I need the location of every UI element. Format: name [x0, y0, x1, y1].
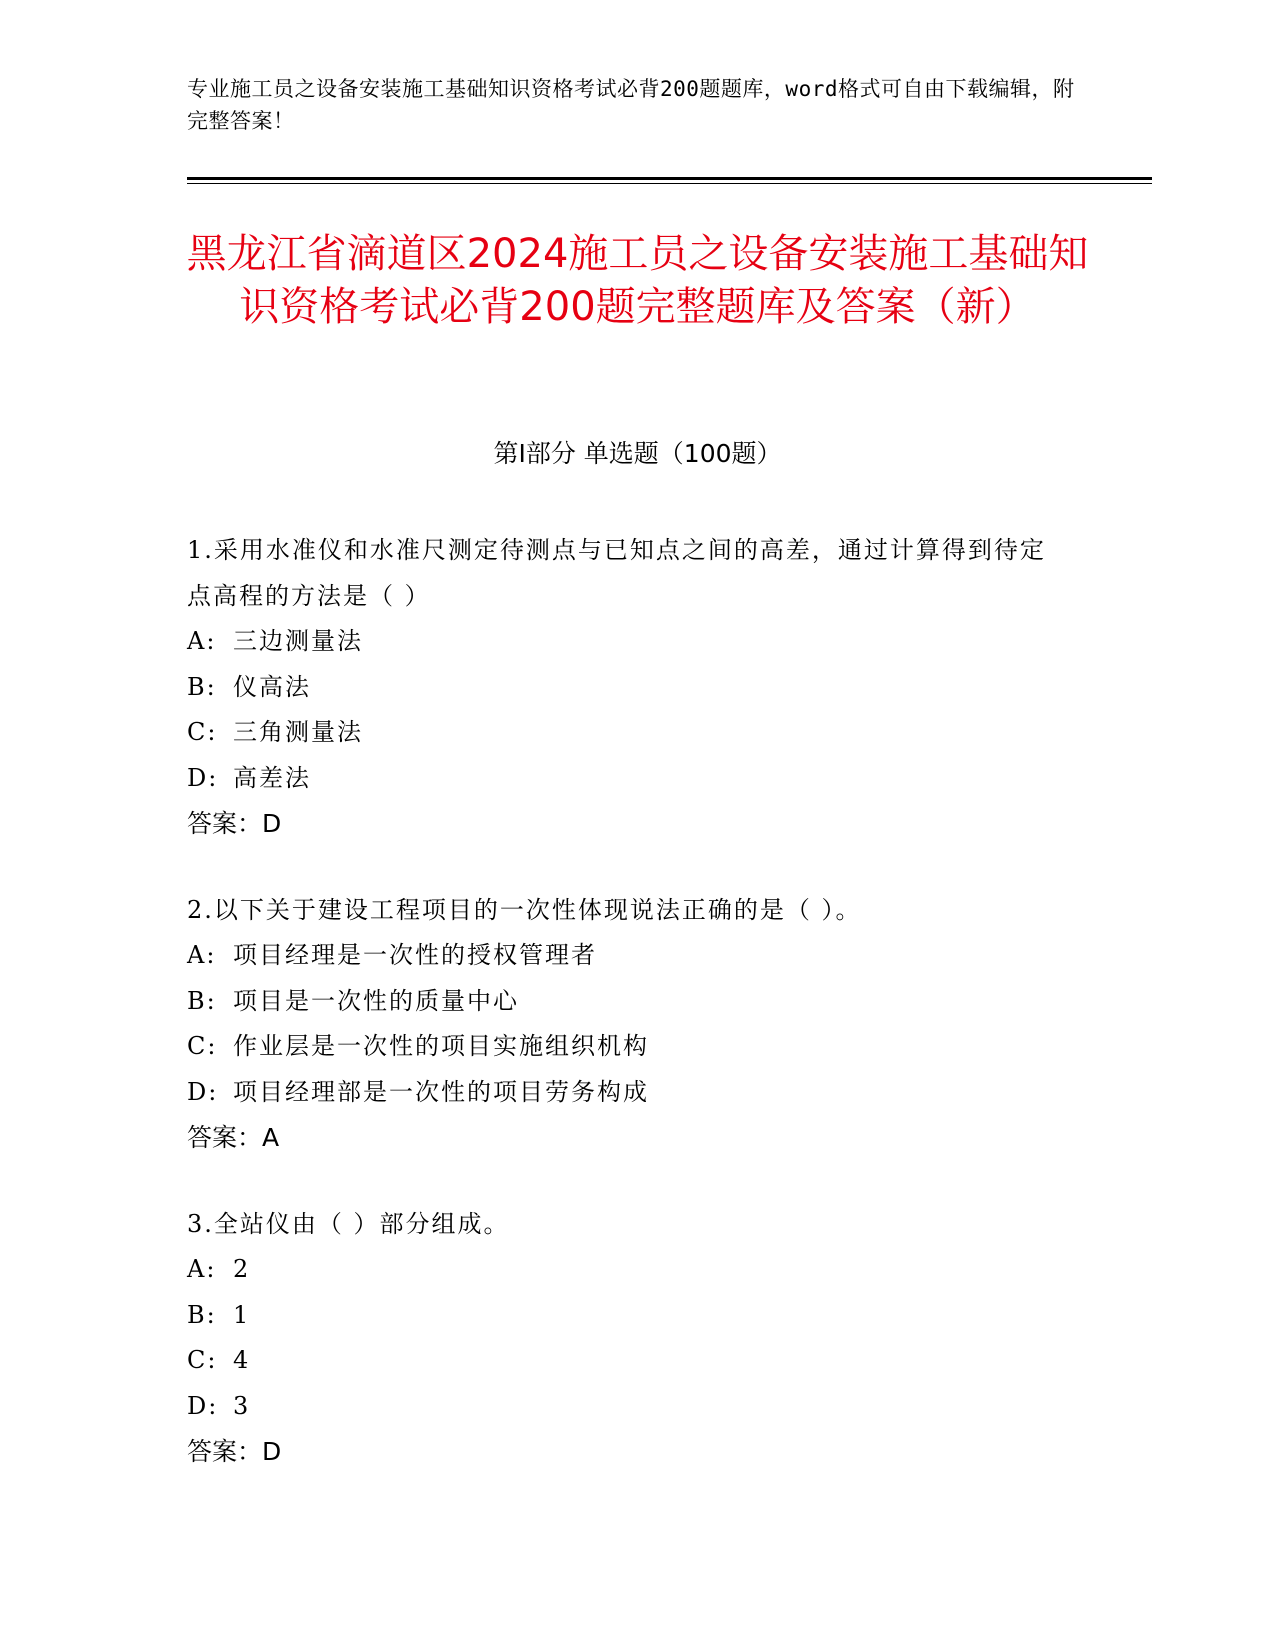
- document-title: 黑龙江省滴道区2024施工员之设备安装施工基础知识资格考试必背200题完整题库及答案（新）: [186, 231, 1089, 330]
- option-key: A:: [187, 941, 217, 969]
- question-list: [187, 528, 1067, 1516]
- answer-label: 答案：: [187, 1123, 263, 1152]
- answer-line: [187, 1429, 1067, 1475]
- option-key: B:: [187, 986, 217, 1015]
- option-key: A:: [187, 627, 217, 655]
- answer-label: 答案：: [187, 809, 263, 838]
- option-b: [187, 1293, 1067, 1339]
- option-text: 项目经理是一次性的授权管理者: [233, 941, 597, 969]
- intro-text: 专业施工员之设备安装施工基础知识资格考试必背200题题库，word格式可自由下载编辑，附完整答案！: [187, 77, 1075, 133]
- question-3: [187, 1202, 1067, 1475]
- option-text: 仪高法: [233, 672, 311, 701]
- question-stem: 1.采用水准仪和水准尺测定待测点与已知点之间的高差，通过计算得到待定点高程的方法是（ ）: [187, 536, 1046, 610]
- question-1: [187, 528, 1067, 847]
- option-c: [187, 1338, 1067, 1384]
- option-text: 三边测量法: [233, 627, 363, 655]
- option-key: A:: [187, 1255, 217, 1283]
- option-text: 2: [233, 1255, 251, 1283]
- option-text: 1: [233, 1300, 251, 1329]
- option-text: 4: [233, 1346, 251, 1374]
- option-text: 作业层是一次性的项目实施组织机构: [233, 1032, 649, 1060]
- option-key: D:: [187, 763, 219, 792]
- option-b: [187, 665, 1067, 711]
- option-key: D:: [187, 1077, 219, 1106]
- option-text: 高差法: [233, 763, 311, 792]
- option-a: [187, 933, 1067, 979]
- option-text: 项目经理部是一次性的项目劳务构成: [233, 1077, 649, 1106]
- option-d: [187, 1384, 1067, 1430]
- option-key: B:: [187, 672, 217, 701]
- option-a: [187, 1247, 1067, 1293]
- question-stem: 3.全站仪由（ ）部分组成。: [187, 1209, 510, 1238]
- option-c: [187, 710, 1067, 756]
- answer-value: D: [262, 809, 282, 838]
- option-key: C:: [187, 718, 218, 746]
- answer-value: D: [262, 1437, 282, 1466]
- option-a: [187, 619, 1067, 665]
- option-d: [187, 1070, 1067, 1116]
- option-key: D:: [187, 1391, 219, 1420]
- option-d: [187, 756, 1067, 802]
- question-2: [187, 888, 1067, 1161]
- header-divider-thick: [187, 177, 1152, 180]
- section-title: 第I部分 单选题（100题）: [493, 439, 782, 468]
- answer-line: [187, 1115, 1067, 1161]
- option-text: 项目是一次性的质量中心: [233, 986, 519, 1015]
- option-c: [187, 1024, 1067, 1070]
- answer-line: [187, 801, 1067, 847]
- option-text: 三角测量法: [233, 718, 363, 746]
- option-key: B:: [187, 1300, 217, 1329]
- answer-label: 答案：: [187, 1437, 263, 1466]
- option-key: C:: [187, 1032, 218, 1060]
- header-divider-thin: [187, 183, 1152, 184]
- option-b: [187, 979, 1067, 1025]
- option-key: C:: [187, 1346, 218, 1374]
- option-text: 3: [233, 1391, 251, 1420]
- answer-value: A: [262, 1123, 280, 1152]
- question-stem: 2.以下关于建设工程项目的一次性体现说法正确的是（ ）。: [187, 895, 862, 924]
